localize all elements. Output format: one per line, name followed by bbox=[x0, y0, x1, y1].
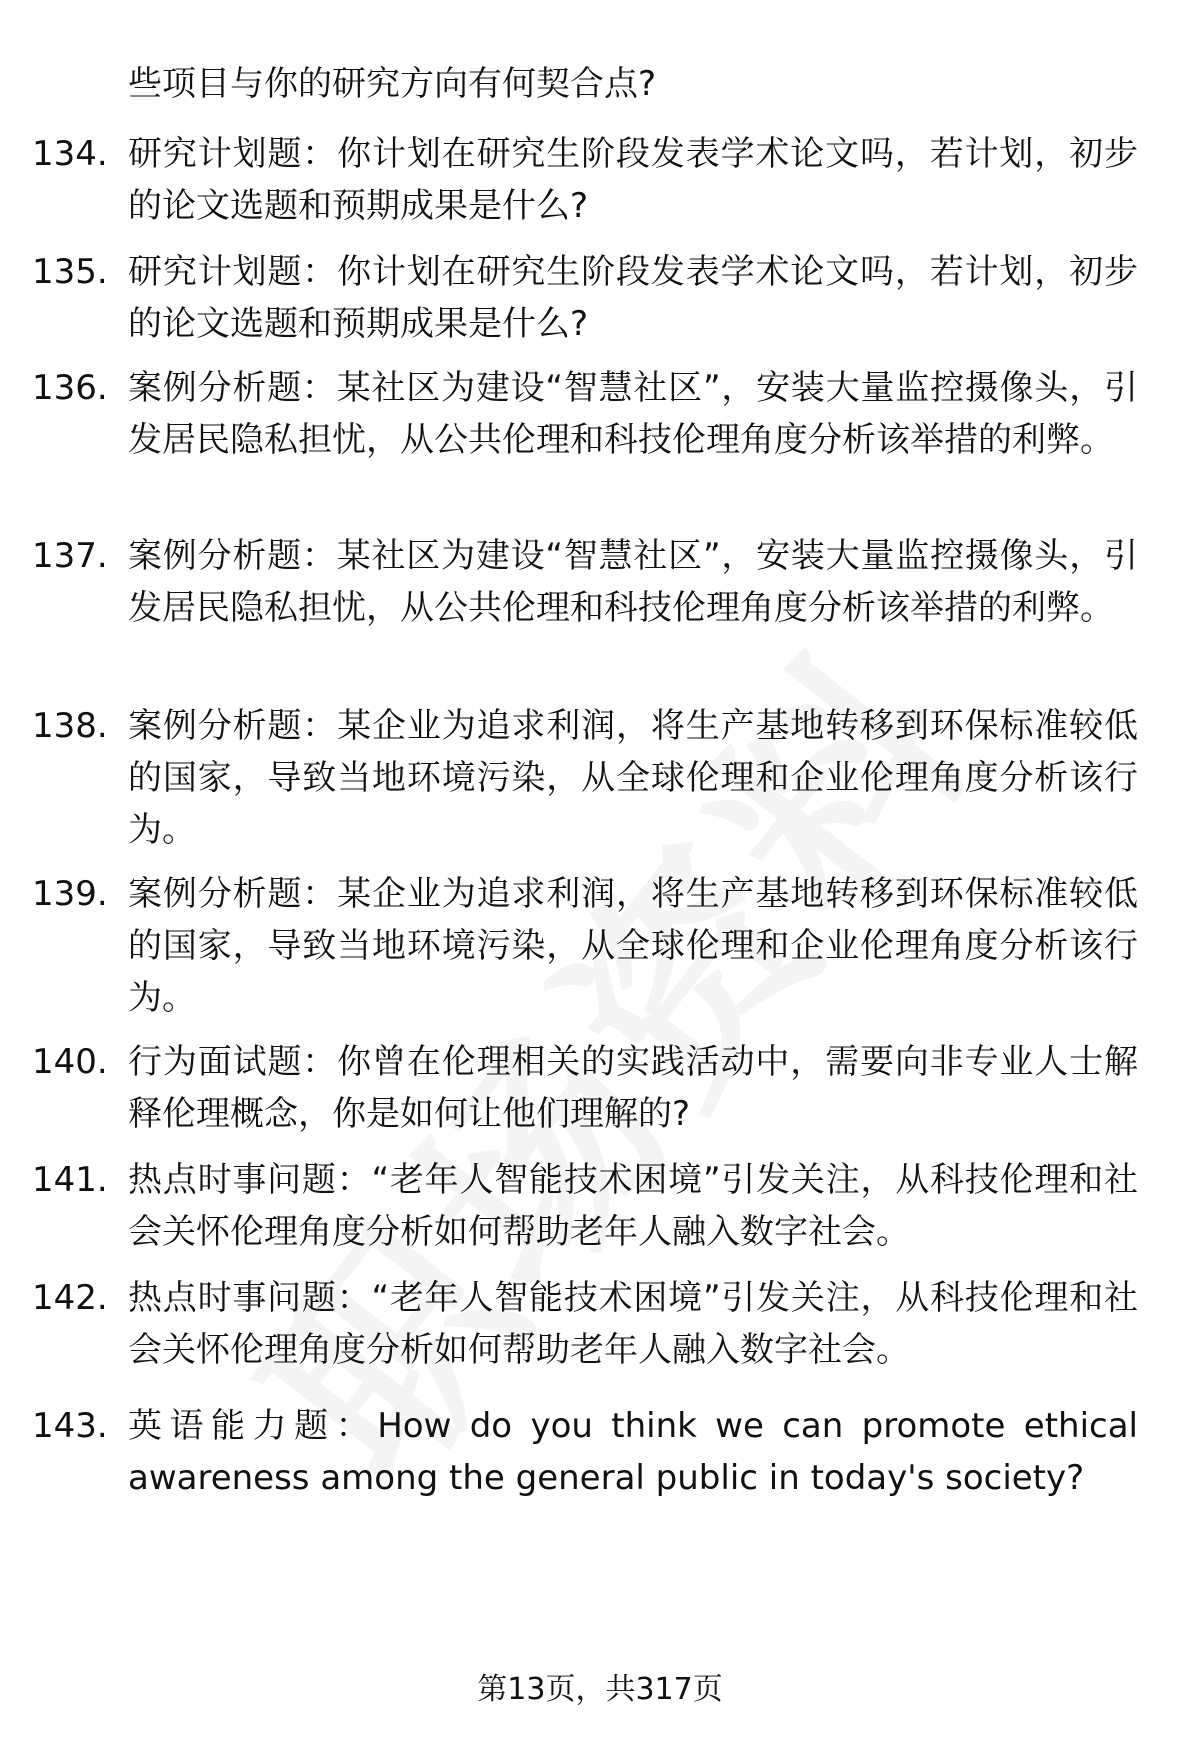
question-number: 138. bbox=[32, 706, 108, 746]
question-number: 135. bbox=[32, 252, 108, 292]
question-text: 案例分析题：某社区为建设“智慧社区”，安装大量监控摄像头，引发居民隐私担忧，从公共伦理和科技伦理角度分析该举措的利弊。 bbox=[128, 536, 1138, 628]
question-number: 134. bbox=[32, 134, 108, 174]
question-text: 案例分析题：某企业为追求利润，将生产基地转移到环保标准较低的国家，导致当地环境污染，从全球伦理和企业伦理角度分析该行为。 bbox=[128, 874, 1138, 1018]
question-text: 案例分析题：某社区为建设“智慧社区”，安装大量监控摄像头，引发居民隐私担忧，从公共伦理和科技伦理角度分析该举措的利弊。 bbox=[128, 368, 1138, 460]
question-text: 案例分析题：某企业为追求利润，将生产基地转移到环保标准较低的国家，导致当地环境污染，从全球伦理和企业伦理角度分析该行为。 bbox=[128, 706, 1138, 850]
question-number: 143. bbox=[32, 1406, 108, 1446]
question-text: 热点时事问题：“老年人智能技术困境”引发关注，从科技伦理和社会关怀伦理角度分析如何帮助老年人融入数字社会。 bbox=[128, 1160, 1138, 1252]
continued-question-text: 些项目与你的研究方向有何契合点? bbox=[128, 64, 657, 104]
question-number: 137. bbox=[32, 536, 108, 576]
question-number: 141. bbox=[32, 1160, 108, 1200]
question-number: 136. bbox=[32, 368, 108, 408]
question-text: 热点时事问题：“老年人智能技术困境”引发关注，从科技伦理和社会关怀伦理角度分析如何帮助老年人融入数字社会。 bbox=[128, 1278, 1138, 1370]
question-text: 行为面试题：你曾在伦理相关的实践活动中，需要向非专业人士解释伦理概念，你是如何让他们理解的? bbox=[128, 1042, 1138, 1134]
question-number: 142. bbox=[32, 1278, 108, 1318]
page-footer: 第13页，共317页 bbox=[477, 1672, 723, 1707]
question-text: 英语能力题：How do you think we can promote ethical awareness among the general public in today's society? bbox=[128, 1406, 1138, 1498]
question-text: 研究计划题：你计划在研究生阶段发表学术论文吗，若计划，初步的论文选题和预期成果是什么? bbox=[128, 134, 1138, 226]
question-text: 研究计划题：你计划在研究生阶段发表学术论文吗，若计划，初步的论文选题和预期成果是什么? bbox=[128, 252, 1138, 344]
question-number: 139. bbox=[32, 874, 108, 914]
question-number: 140. bbox=[32, 1042, 108, 1082]
